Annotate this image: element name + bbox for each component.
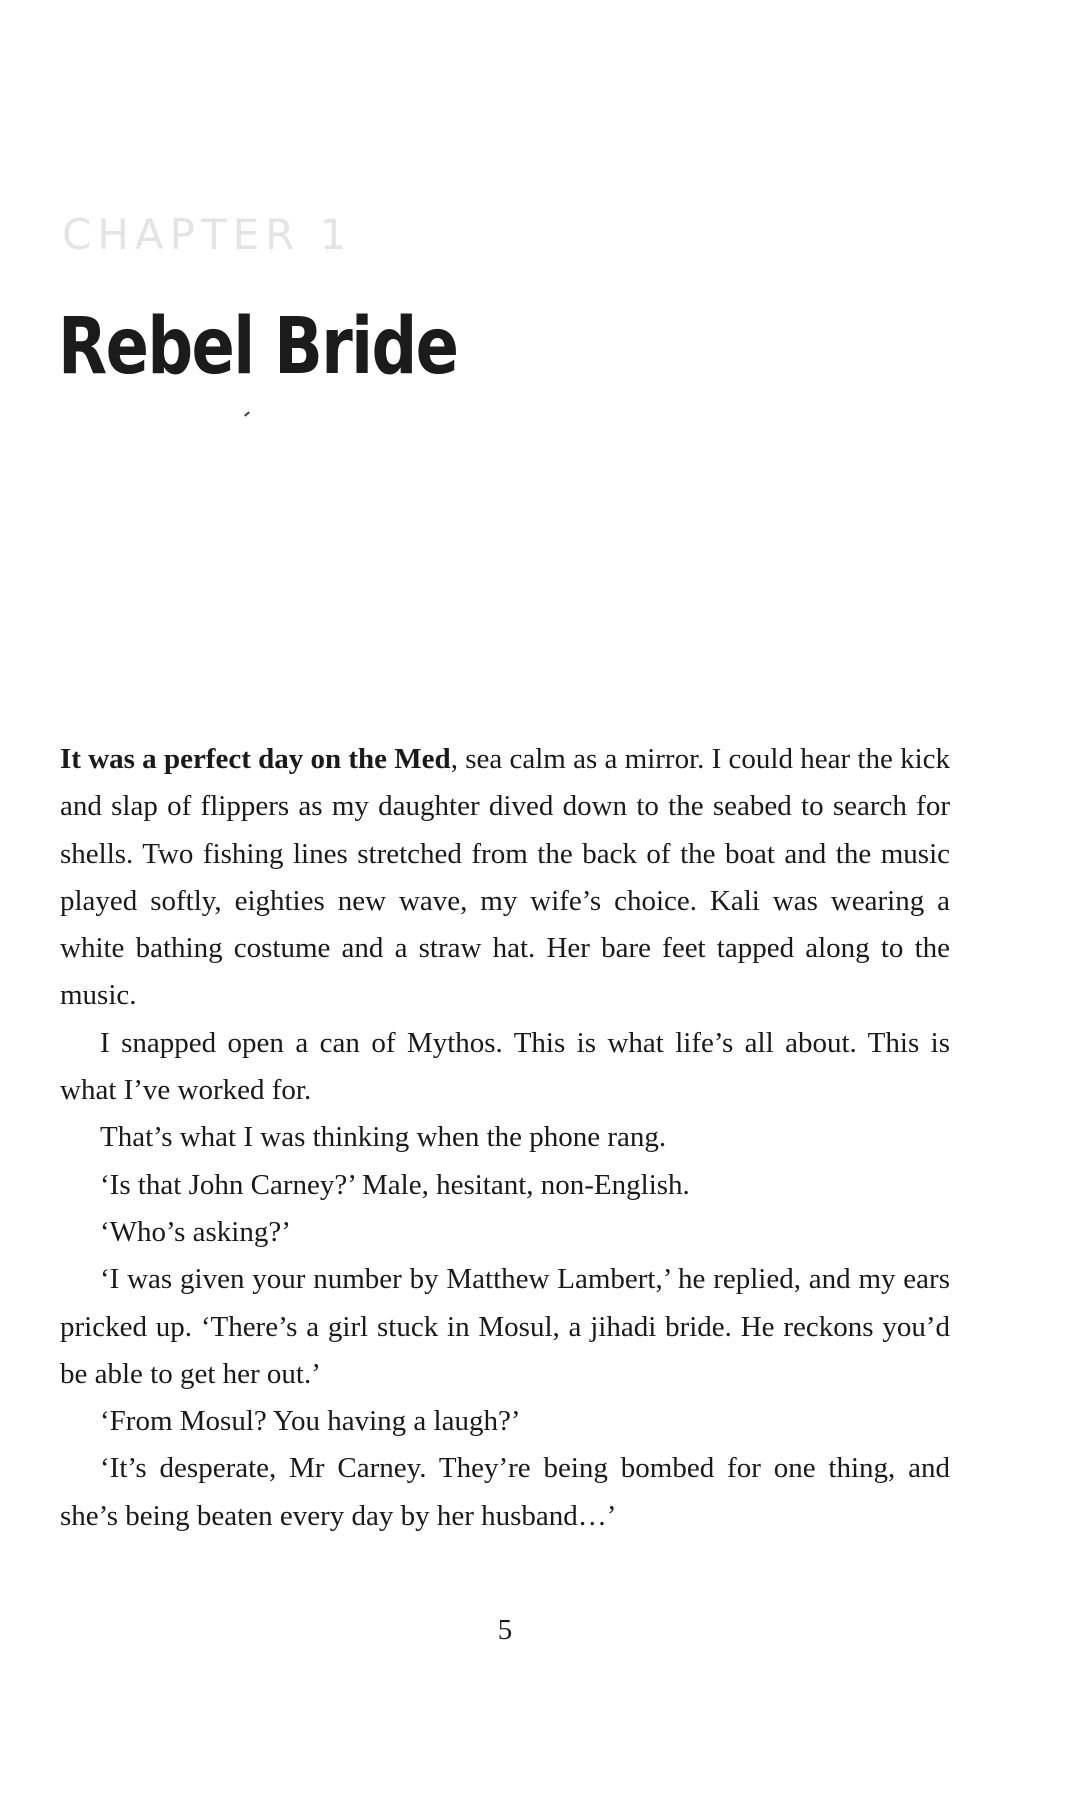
ink-speck: [244, 411, 250, 416]
paragraph-text: , sea calm as a mirror. I could hear the kick and slap of flippers as my daughter dived down to the seabed to search for shells. Two fishing lines stretched from the back of the boat and the music played softly, eighties new wave, my wife’s choice. Kali was wearing a white bathing costume and a straw hat. Her bare feet tapped along to the music.: [60, 743, 950, 1012]
paragraph: ‘It’s desperate, Mr Carney. They’re being bombed for one thing, and she’s being beaten every day by her husband…’: [60, 1452, 950, 1532]
lead-in-text: It was a perfect day on the Med: [60, 743, 451, 775]
paragraph: ‘From Mosul? You having a laugh?’: [100, 1405, 521, 1438]
chapter-body: [60, 736, 950, 1540]
chapter-title: Rebel Bride: [58, 302, 458, 392]
paragraph: That’s what I was thinking when the phone rang.: [100, 1121, 667, 1154]
paragraph: ‘I was given your number by Matthew Lambert,’ he replied, and my ears pricked up. ‘There’s a girl stuck in Mosul, a jihadi bride. He reckons you’d be able to get her out.’: [60, 1263, 950, 1390]
page-number: 5: [497, 1614, 513, 1646]
paragraph: ‘Is that John Carney?’ Male, hesitant, non-English.: [100, 1168, 690, 1201]
paragraph: I snapped open a can of Mythos. This is what life’s all about. This is what I’ve worked for.: [60, 1026, 950, 1107]
paragraph: [60, 736, 950, 1020]
paragraph: ‘Who’s asking?’: [100, 1215, 291, 1248]
chapter-label: CHAPTER 1: [62, 210, 353, 259]
